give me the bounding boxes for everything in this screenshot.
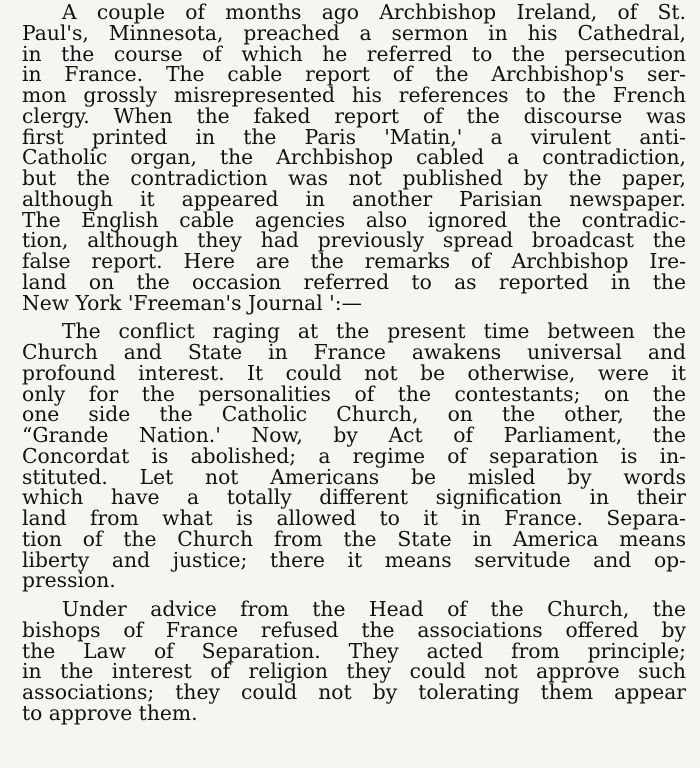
- text-line: in the interest of religion they could not approve such: [22, 659, 686, 684]
- text-line: false report. Here are the remarks of Archbishop Ire-: [22, 249, 686, 273]
- text-line: tion of the Church from the State in America means: [22, 526, 686, 551]
- text-line: The English cable agencies also ignored the contradic-: [22, 207, 686, 232]
- text-line: in the course of which he referred to the persecution: [22, 41, 686, 66]
- paragraph-quote-conflict: [22, 321, 686, 591]
- text-line: Catholic organ, the Archbishop cabled a contradiction,: [22, 145, 686, 170]
- text-line: land on the occasion referred to as reported in the: [22, 269, 686, 294]
- text-line: in France. The cable report of the Archbishop's ser-: [22, 62, 686, 87]
- text-line: but the contradiction was not published by the paper,: [22, 166, 686, 190]
- text-line: Paul's, Minnesota, preached a sermon in his Cathedral,: [22, 20, 686, 45]
- text-line: first printed in the Paris 'Matin,' a virulent anti-: [22, 124, 686, 149]
- text-line: to approve them.: [22, 700, 198, 725]
- paragraph-intro: [22, 2, 686, 313]
- text-line: Church and State in France awakens universal and: [22, 340, 686, 364]
- text-line: The conflict raging at the present time between the: [62, 319, 686, 344]
- text-line: although it appeared in another Parisian newspaper.: [22, 186, 686, 211]
- text-line: stituted. Let not Americans be misled by words: [22, 464, 686, 489]
- text-line: which have a totally different signification in their: [22, 485, 686, 510]
- text-line: mon grossly misrepresented his references to the French: [22, 83, 686, 107]
- text-line: bishops of France refused the associations offered by: [22, 617, 686, 642]
- text-line: “Grande Nation.' Now, by Act of Parliament, the: [22, 423, 686, 447]
- text-line: tion, although they had previously spread broadcast the: [22, 228, 686, 253]
- text-line: land from what is allowed to it in France. Separa-: [22, 506, 686, 530]
- text-line: associations; they could not by tolerating them appear: [22, 680, 686, 704]
- text-line: the Law of Separation. They acted from principle;: [22, 638, 686, 663]
- text-line: clergy. When the faked report of the discourse was: [22, 103, 686, 128]
- text-line: Under advice from the Head of the Church, the: [62, 597, 686, 621]
- text-line: profound interest. It could not be otherwise, were it: [22, 360, 686, 385]
- article-column: [22, 2, 686, 724]
- text-line: only for the personalities of the contestants; on the: [22, 381, 686, 406]
- text-line: A couple of months ago Archbishop Ireland, of St.: [62, 0, 686, 24]
- text-line: New York 'Freeman's Journal ':—: [22, 290, 362, 315]
- text-line: Concordat is abolished; a regime of separation is in-: [22, 443, 686, 468]
- text-line: liberty and justice; there it means servitude and op-: [22, 547, 686, 572]
- text-line: pression.: [22, 568, 116, 593]
- paragraph-quote-bishops: [22, 599, 686, 724]
- text-line: one side the Catholic Church, on the other, the: [22, 402, 686, 427]
